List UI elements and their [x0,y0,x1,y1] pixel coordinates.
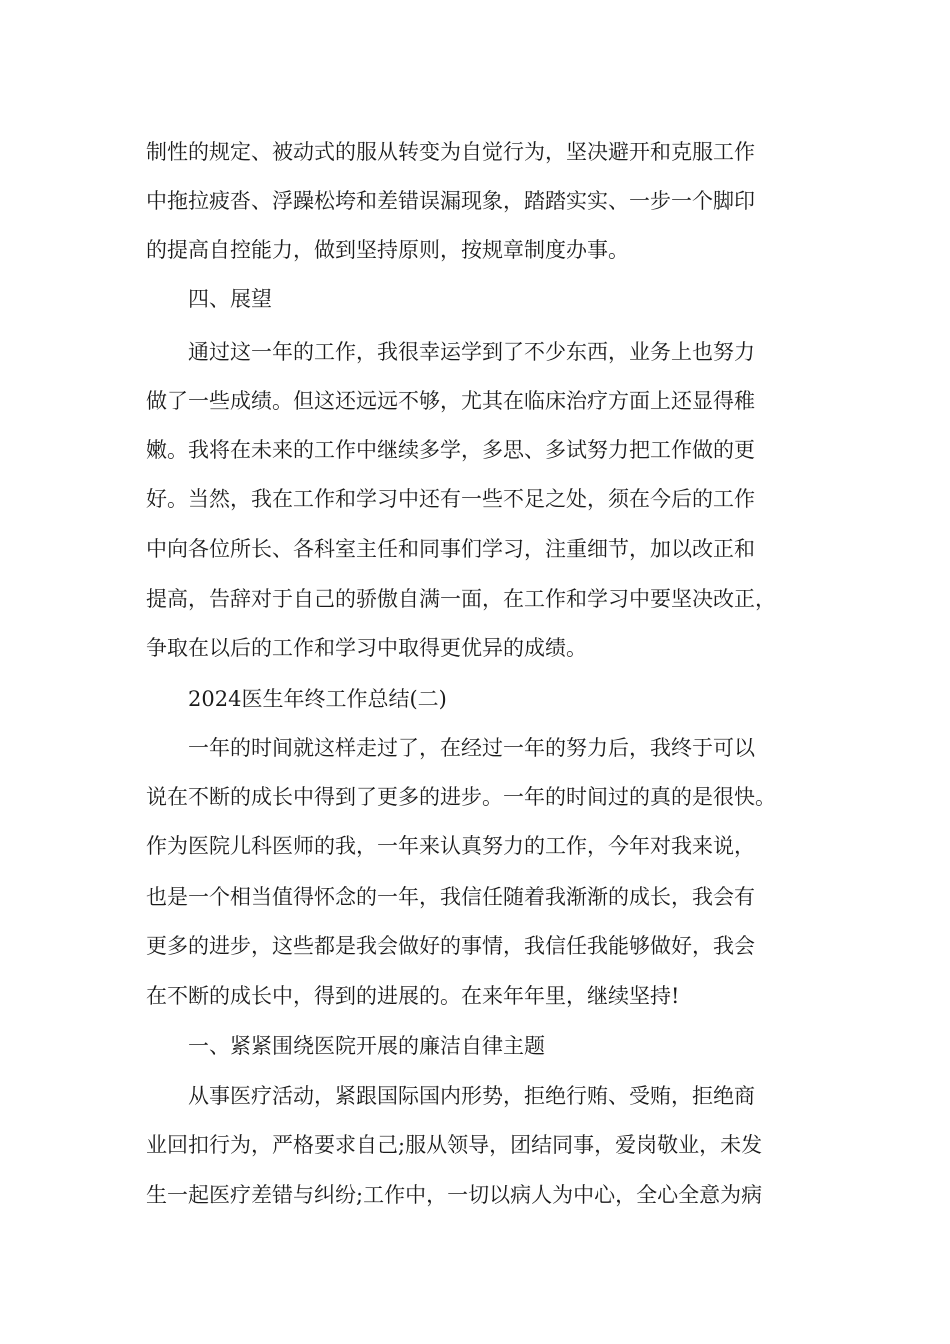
paragraph-line: 说在不断的成长中得到了更多的进步。一年的时间过的真的是很快。 [146,785,776,809]
document-subtitle: 2024医生年终工作总结(二) [188,687,447,711]
paragraph-line: 从事医疗活动，紧跟国际国内形势，拒绝行贿、受贿，拒绝商 [188,1084,755,1108]
paragraph-line: 通过这一年的工作，我很幸运学到了不少东西，业务上也努力 [188,340,755,364]
paragraph-line: 更多的进步，这些都是我会做好的事情，我信任我能够做好，我会 [146,934,755,958]
section-heading: 一、紧紧围绕医院开展的廉洁自律主题 [188,1034,545,1058]
paragraph-line: 作为医院儿科医师的我，一年来认真努力的工作，今年对我来说， [146,834,755,858]
section-heading: 四、展望 [188,287,272,311]
paragraph-line: 制性的规定、被动式的服从转变为自觉行为，坚决避开和克服工作 [146,140,755,164]
paragraph-line: 生一起医疗差错与纠纷;工作中，一切以病人为中心，全心全意为病 [146,1183,763,1207]
paragraph-line: 在不断的成长中，得到的进展的。在来年年里，继续坚持! [146,984,680,1008]
paragraph-line: 提高，告辞对于自己的骄傲自满一面，在工作和学习中要坚决改正， [146,587,776,611]
paragraph-line: 好。当然，我在工作和学习中还有一些不足之处，须在今后的工作 [146,487,755,511]
paragraph-line: 一年的时间就这样走过了，在经过一年的努力后，我终于可以 [188,736,755,760]
paragraph-line: 中拖拉疲沓、浮躁松垮和差错误漏现象，踏踏实实、一步一个脚印 [146,189,755,213]
paragraph-line: 业回扣行为，严格要求自己;服从领导，团结同事，爱岗敬业，未发 [146,1133,763,1157]
paragraph-line: 嫩。我将在未来的工作中继续多学，多思、多试努力把工作做的更 [146,438,755,462]
paragraph-line: 做了一些成绩。但这还远远不够，尤其在临床治疗方面上还显得稚 [146,389,755,413]
paragraph-line: 中向各位所长、各科室主任和同事们学习，注重细节，加以改正和 [146,537,755,561]
paragraph-line: 的提高自控能力，做到坚持原则，按规章制度办事。 [146,238,629,262]
paragraph-line: 也是一个相当值得怀念的一年，我信任随着我渐渐的成长，我会有 [146,885,755,909]
paragraph-line: 争取在以后的工作和学习中取得更优异的成绩。 [146,636,587,660]
